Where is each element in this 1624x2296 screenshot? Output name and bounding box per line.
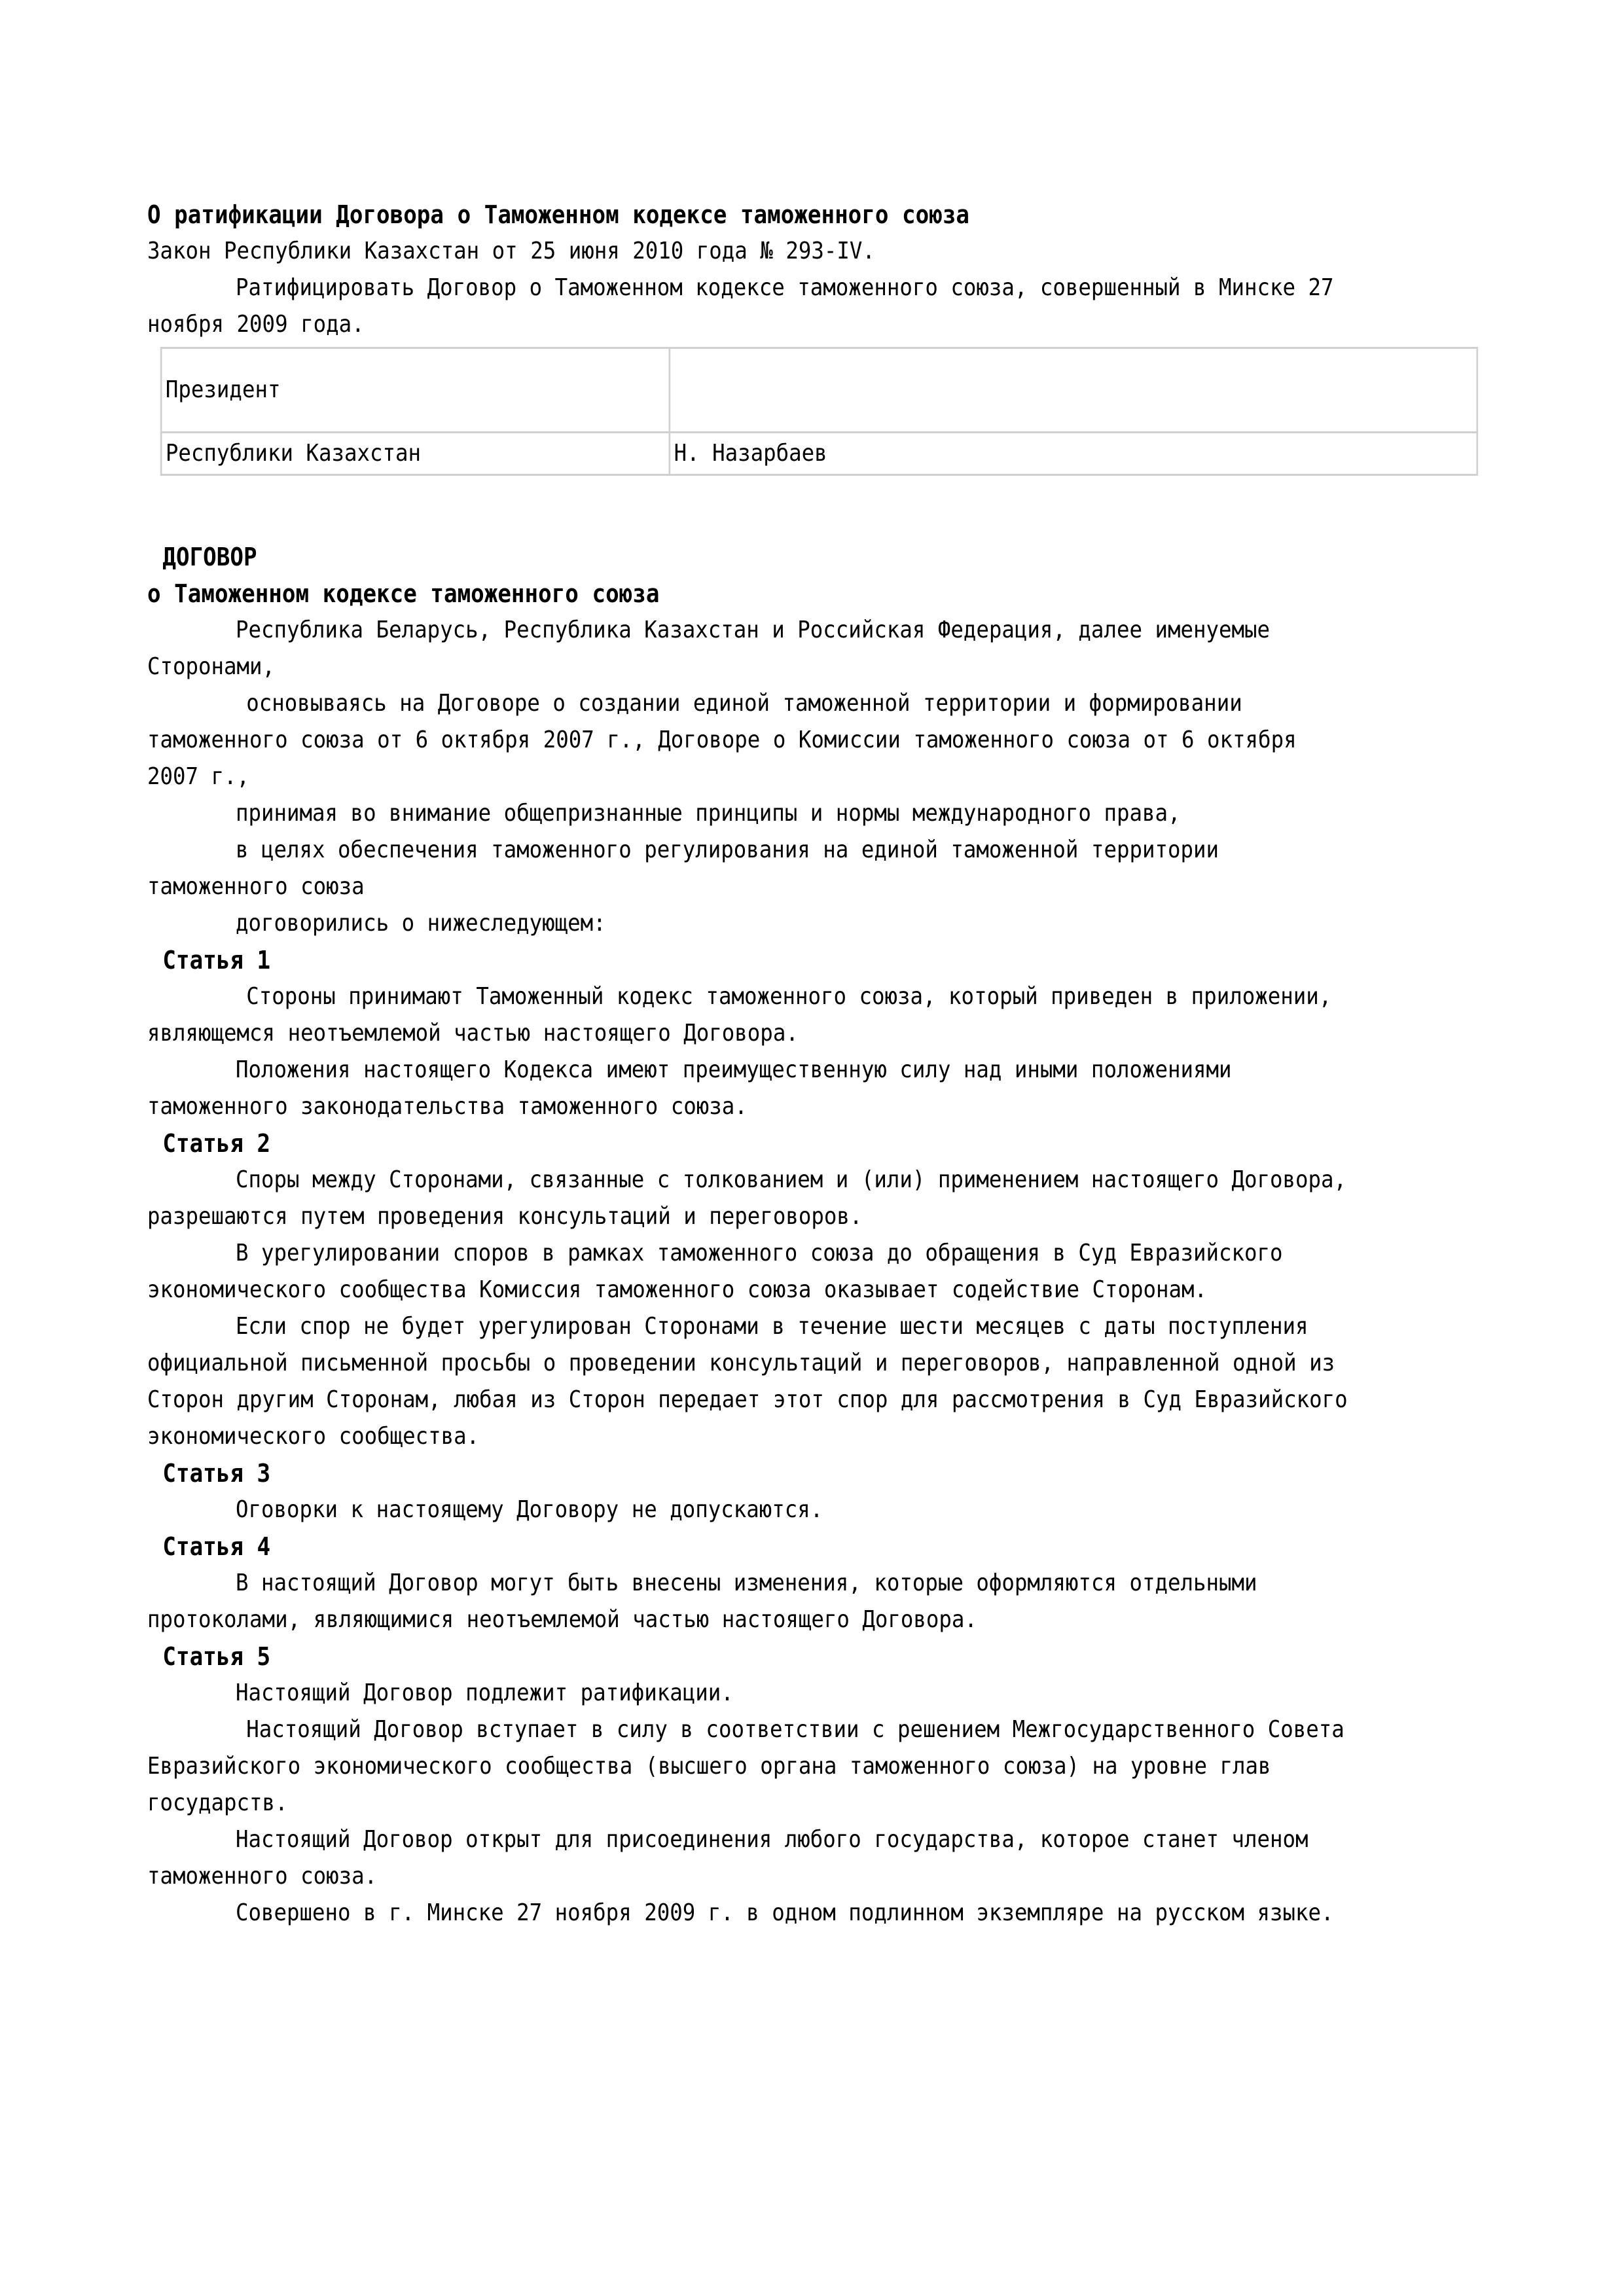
section-spacer [147, 476, 1349, 539]
signature-name [670, 348, 1477, 433]
document-title: О ратификации Договора о Таможенном кодексе таможенного союза [147, 200, 970, 229]
article-heading: Статья 4 [162, 1532, 271, 1561]
table-row [161, 348, 1477, 433]
article-paragraph: Стороны принимают Таможенный кодекс таможенного союза, который приведен в приложении, являющемся неотъемлемой частью настоящего Договора. [147, 983, 1344, 1047]
preamble-paragraph: договорились о нижеследующем: [236, 910, 606, 937]
signature-position: Республики Казахстан [161, 433, 670, 475]
table-row [161, 433, 1477, 475]
article-heading: Статья 3 [162, 1459, 271, 1488]
article-paragraph: Настоящий Договор открыт для присоединения любого государства, которое станет членом таможенного союза. [147, 1826, 1322, 1890]
article-paragraph: Оговорки к настоящему Договору не допускаются. [236, 1496, 823, 1523]
signature-table [160, 347, 1478, 476]
treaty-heading: ДОГОВОР [162, 543, 257, 571]
article-paragraph: Положения настоящего Кодекса имеют преимущественную силу над иными положениями таможенного законодательства таможенного союза. [147, 1056, 1245, 1120]
article-heading: Статья 1 [162, 946, 271, 975]
article-paragraph: Споры между Сторонами, связанные с толкованием и (или) применением настоящего Договора, разрешаются путем проведения консультаций и переговоров. [147, 1166, 1360, 1230]
preamble-paragraph: Республика Беларусь, Республика Казахстан и Российская Федерация, далее именуемые Сторонами, [147, 617, 1283, 680]
ratification-paragraph: Ратифицировать Договор о Таможенном кодексе таможенного союза, совершенный в Минске 27 ноября 2009 года. [147, 274, 1347, 338]
article-heading: Статья 2 [162, 1129, 271, 1158]
preamble-paragraph: в целях обеспечения таможенного регулирования на единой таможенной территории таможенного союза [147, 836, 1232, 900]
document-page [147, 196, 1361, 1931]
article-paragraph: Если спор не будет урегулирован Сторонами в течение шести месяцев с даты поступления официальной письменной просьбы о проведении консультаций и переговоров, направленной одной из Сторон другим Сторонам, любая из Сторон передает этот спор для рассмотрения в Суд Евразийского экономического сообщества. [147, 1313, 1361, 1450]
treaty-subheading: о Таможенном кодексе таможенного союза [147, 579, 660, 608]
article-paragraph: Совершено в г. Минске 27 ноября 2009 г. в одном подлинном экземпляре на русском языке. [236, 1899, 1334, 1926]
article-paragraph: В урегулировании споров в рамках таможенного союза до обращения в Суд Евразийского экономического сообщества Комиссия таможенного союза оказывает содействие Сторонам. [147, 1240, 1296, 1303]
signature-position: Президент [161, 348, 670, 433]
article-paragraph: Настоящий Договор подлежит ратификации. [236, 1679, 734, 1706]
article-heading: Статья 5 [162, 1642, 271, 1671]
law-reference: Закон Республики Казахстан от 25 июня 2010 года № 293-IV. [147, 238, 875, 264]
article-paragraph: Настоящий Договор вступает в силу в соответствии с решением Межгосударственного Совета Евразийского экономического сообщества (высшего органа таможенного союза) на уровне глав государств. [147, 1716, 1358, 1816]
preamble-paragraph: основываясь на Договоре о создании единой таможенной территории и формировании таможенного союза от 6 октября 2007 г., Договоре о Комиссии таможенного союза от 6 октября 2007 г., [147, 690, 1310, 790]
preamble-paragraph: принимая во внимание общепризнанные принципы и нормы международного права, [236, 800, 1181, 827]
article-paragraph: В настоящий Договор могут быть внесены изменения, которые оформляются отдельными протоколами, являющимися неотъемлемой частью настоящего Договора. [147, 1570, 1271, 1633]
signature-name: Н. Назарбаев [670, 433, 1477, 475]
